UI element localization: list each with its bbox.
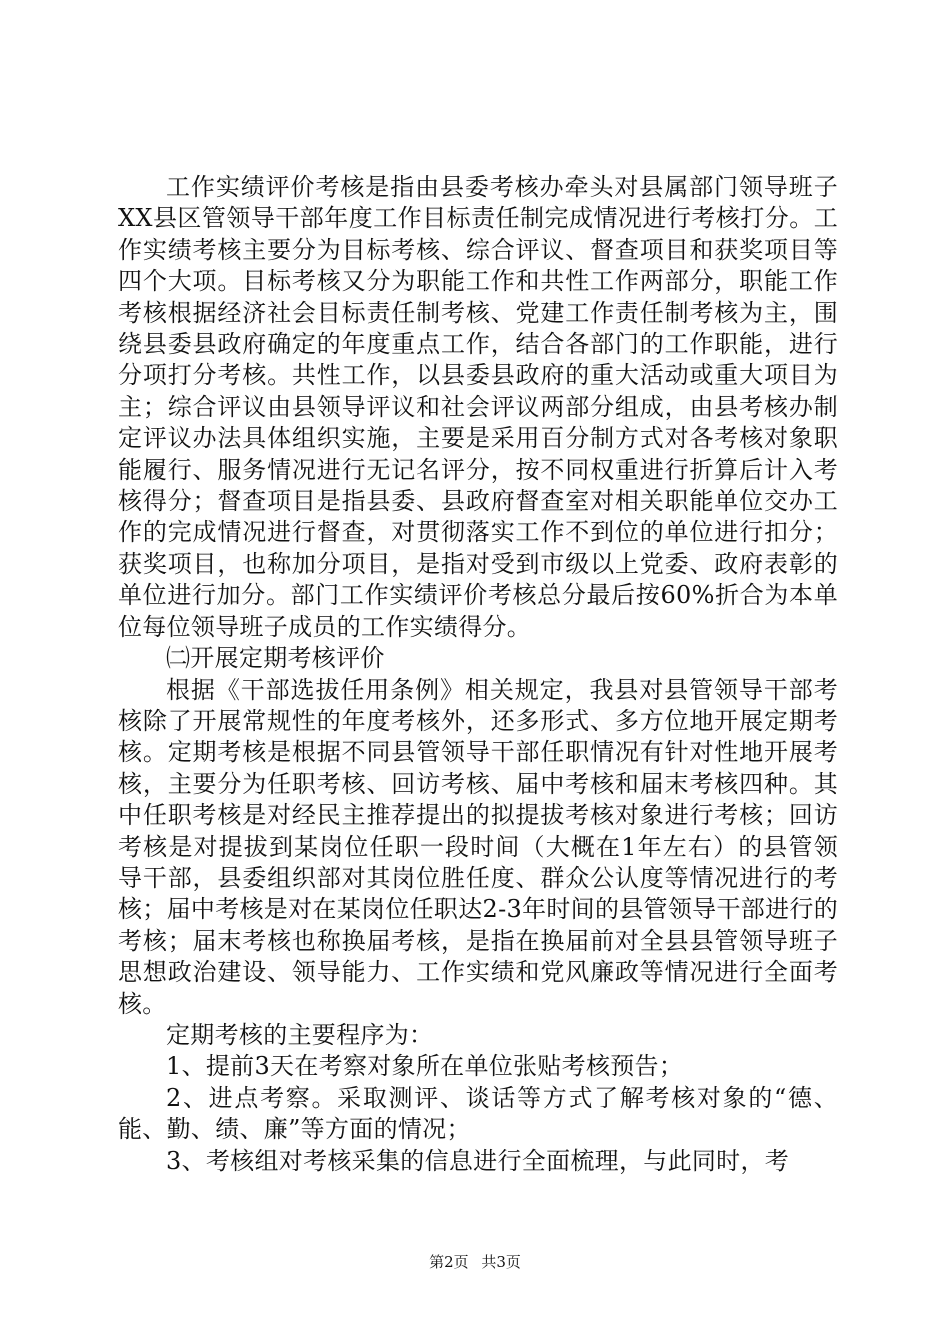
procedure-step-1: 1、提前3天在考察对象所在单位张贴考核预告； — [166, 1052, 684, 1081]
procedure-step-2: 2、进点考察。采取测评、谈话等方式了解考核对象的“德、能、勤、绩、廉”等方面的情况； — [118, 1083, 838, 1144]
paragraph-procedure-intro: 定期考核的主要程序为： — [166, 1020, 434, 1049]
page-number: 第2页 — [429, 1253, 469, 1271]
procedure-step-3: 3、考核组对考核采集的信息进行全面梳理，与此同时，考 — [166, 1146, 790, 1175]
section-heading-periodic-assessment: ㈡开展定期考核评价 — [166, 644, 385, 673]
paragraph-work-performance-assessment: 工作实绩评价考核是指由县委考核办牵头对县属部门领导班子XX县区管领导干部年度工作目标责任制完成情况进行考核打分。工作实绩考核主要分为目标考核、综合评议、督查项目和获奖项目等四个大项。目标考核又分为职能工作和共性工作两部分，职能工作考核根据经济社会目标责任制考核、党建工作责任制考核为主，围绕县委县政府确定的年度重点工作，结合各部门的工作职能，进行分项打分考核。共性工作，以县委县政府的重大活动或重大项目为主；综合评议由县领导评议和社会评议两部分组成，由县考核办制定评议办法具体组织实施，主要是采用百分制方式对各考核对象职能履行、服务情况进行无记名评分，按不同权重进行折算后计入考核得分；督查项目是指县委、县政府督查室对相关职能单位交办工作的完成情况进行督查，对贯彻落实工作不到位的单位进行扣分；获奖项目，也称加分项目，是指对受到市级以上党委、政府表彰的单位进行加分。部门工作实绩评价考核总分最后按60%折合为本单位每位领导班子成员的工作实绩得分。 — [118, 173, 838, 641]
paragraph-periodic-assessment: 根据《干部选拔任用条例》相关规定，我县对县管领导干部考核除了开展常规性的年度考核外，还多形式、多方位地开展定期考核。定期考核是根据不同县管领导干部任职情况有针对性地开展考核，主要分为任职考核、回访考核、届中考核和届末考核四种。其中任职考核是对经民主推荐提出的拟提拔考核对象进行考核；回访考核是对提拔到某岗位任职一段时间（大概在1年左右）的县管领导干部，县委组织部对其岗位胜任度、群众公认度等情况进行的考核；届中考核是对在某岗位任职达2-3年时间的县管领导干部进行的考核；届末考核也称换届考核，是指在换届前对全县县管领导班子思想政治建设、领导能力、工作实绩和党风廉政等情况进行全面考核。 — [118, 675, 838, 1018]
page-total: 共3页 — [481, 1253, 521, 1271]
page-footer — [0, 1252, 950, 1272]
document-body — [118, 172, 838, 1177]
